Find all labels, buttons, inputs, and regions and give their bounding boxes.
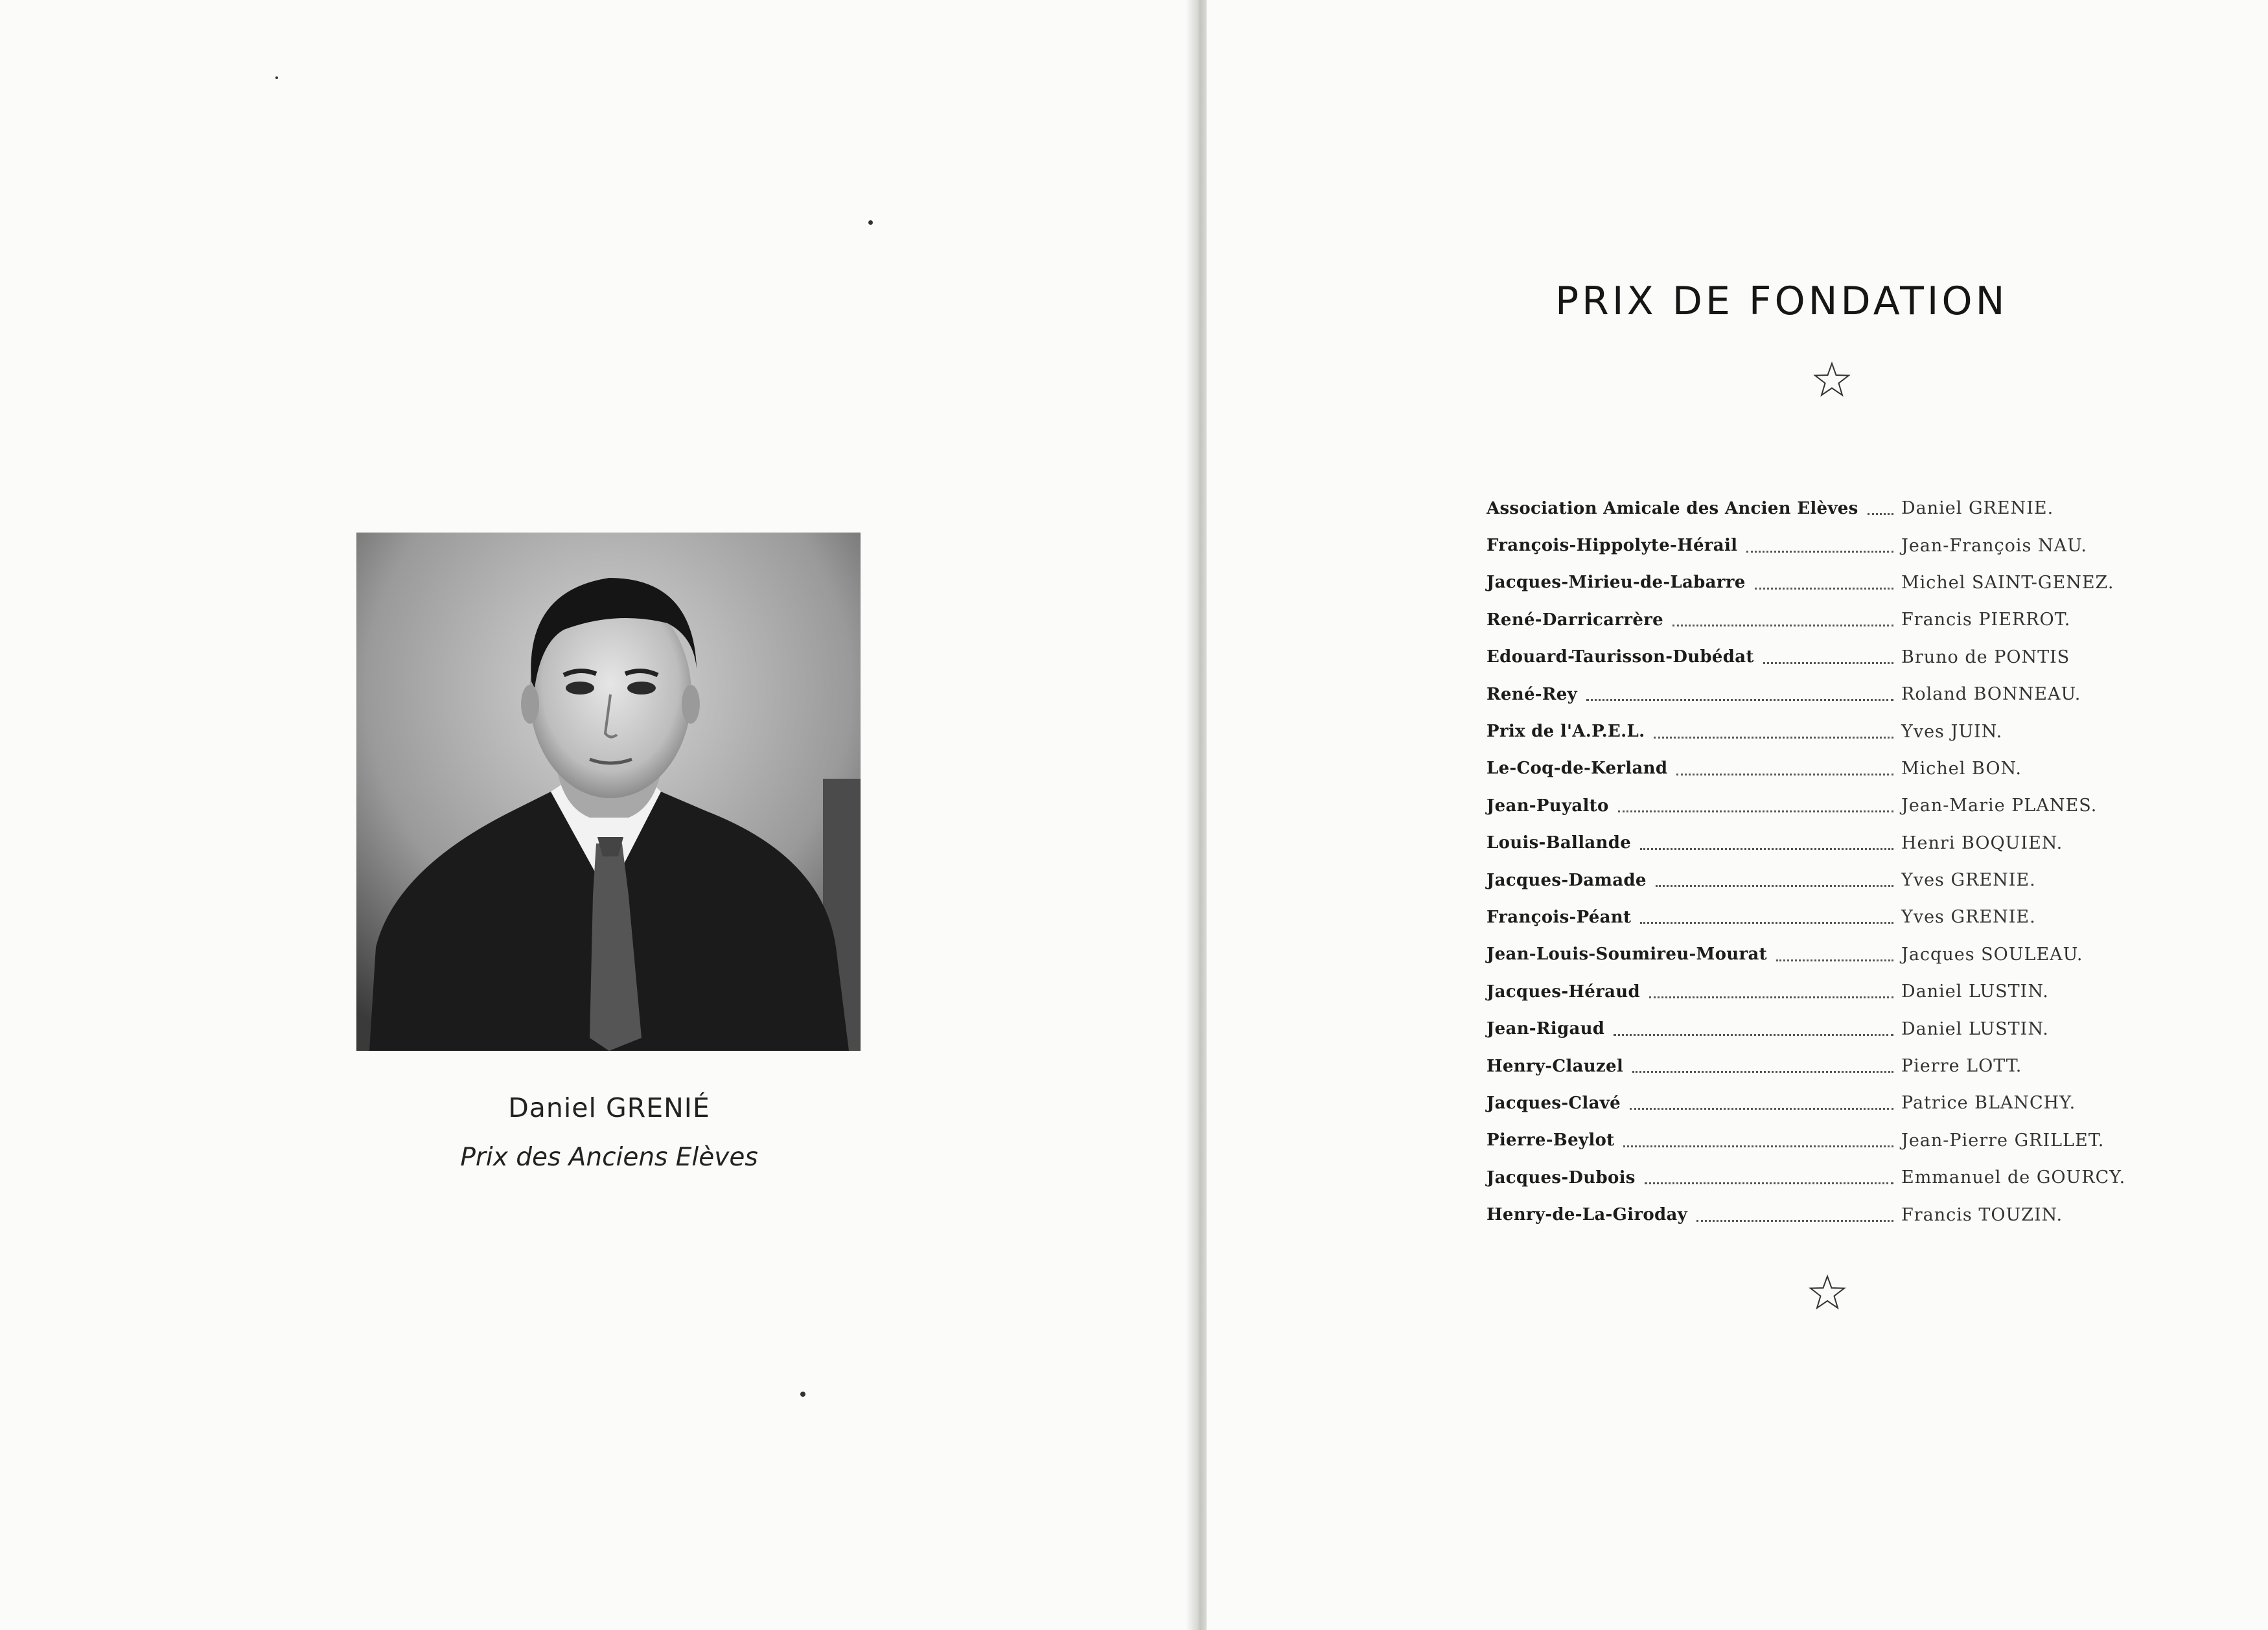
dot-leader (1640, 921, 1893, 924)
prize-name: Prix de l'A.P.E.L. (1487, 722, 1645, 742)
prize-name: Jean-Louis-Soumireu-Mourat (1487, 945, 1767, 965)
prize-winner: Roland BONNEAU. (1901, 684, 2081, 705)
prize-name: Jacques-Dubois (1487, 1167, 1636, 1188)
dot-leader (1654, 735, 1893, 739)
prize-winner: Patrice BLANCHY. (1901, 1093, 2076, 1114)
photo-caption-prize: Prix des Anciens Elèves (460, 1143, 758, 1172)
prize-name: Jean-Puyalto (1487, 796, 1609, 816)
prize-name: Jacques-Damade (1487, 870, 1647, 890)
prize-winner: Jean-Marie PLANES. (1901, 796, 2098, 816)
dot-leader (1649, 995, 1893, 998)
prize-winner: Francis TOUZIN. (1901, 1204, 2063, 1225)
prize-winner: Michel SAINT-GENEZ. (1901, 572, 2114, 593)
prize-winner: Jean-Pierre GRILLET. (1901, 1130, 2105, 1151)
dot-leader (1746, 549, 1893, 553)
prize-winner: Yves JUIN. (1901, 721, 2003, 742)
prize-name: Association Amicale des Ancien Elèves (1487, 498, 1858, 518)
list-item (1487, 825, 2173, 862)
prize-winner: Michel BON. (1901, 758, 2022, 779)
prize-winner: Yves GRENIE. (1901, 870, 2036, 891)
list-item (1487, 1122, 2173, 1159)
list-item (1487, 899, 2173, 936)
list-item (1487, 1159, 2173, 1196)
caption-surname: GRENIÉ (605, 1092, 710, 1123)
dot-leader (1672, 623, 1893, 626)
prize-name: Henry-de-La-Giroday (1487, 1205, 1687, 1225)
dot-leader (1640, 847, 1893, 850)
dot-leader (1586, 698, 1893, 701)
prize-name: Jacques-Héraud (1487, 981, 1640, 1002)
prize-name: François-Hippolyte-Hérail (1487, 536, 1738, 556)
prize-name: Jacques-Mirieu-de-Labarre (1487, 573, 1746, 593)
prize-name: Louis-Ballande (1487, 833, 1632, 853)
caption-first-name: Daniel (508, 1092, 597, 1123)
dot-leader (1676, 772, 1893, 775)
prize-winner: Daniel LUSTIN. (1901, 1018, 2049, 1039)
prize-winner: Pierre LOTT. (1901, 1056, 2022, 1077)
prize-winner: Daniel LUSTIN. (1901, 981, 2049, 1002)
list-item (1487, 527, 2173, 564)
prize-name: Pierre-Beylot (1487, 1131, 1615, 1151)
prize-name: Le-Coq-de-Kerland (1487, 759, 1668, 779)
list-item (1487, 1010, 2173, 1047)
prize-winner: Yves GRENIE. (1901, 907, 2036, 928)
list-item (1487, 713, 2173, 750)
dot-leader (1696, 1219, 1893, 1222)
list-item (1487, 1196, 2173, 1233)
dot-leader (1645, 1181, 1893, 1184)
dot-leader (1763, 661, 1893, 664)
prize-list (1487, 490, 2173, 1234)
photo-caption-name (415, 1092, 804, 1123)
prize-winner: Daniel GRENIE. (1901, 498, 2054, 519)
prize-winner: Francis PIERROT. (1901, 610, 2071, 630)
prize-winner: Jacques SOULEAU. (1901, 944, 2083, 965)
prize-name: François-Péant (1487, 907, 1632, 927)
list-item (1487, 787, 2173, 824)
list-item (1487, 1085, 2173, 1121)
dot-leader (1656, 884, 1893, 887)
dot-leader (1755, 586, 1893, 590)
dot-leader (1618, 809, 1893, 812)
list-item (1487, 750, 2173, 787)
prize-name: René-Darricarrère (1487, 610, 1664, 630)
star-ornament-icon (1808, 1274, 1847, 1313)
list-item (1487, 601, 2173, 638)
prize-name: Edouard-Taurisson-Dubédat (1487, 647, 1754, 667)
prize-winner: Henri BOQUIEN. (1901, 832, 2063, 853)
star-ornament-icon (1812, 361, 1851, 400)
list-item (1487, 1048, 2173, 1085)
prize-winner: Jean-François NAU. (1901, 535, 2087, 556)
list-item (1487, 639, 2173, 676)
list-item (1487, 490, 2173, 527)
print-speck (275, 76, 278, 79)
prize-name: Henry-Clauzel (1487, 1056, 1624, 1076)
list-item (1487, 862, 2173, 899)
list-item (1487, 676, 2173, 713)
dot-leader (1630, 1107, 1893, 1110)
list-item (1487, 936, 2173, 973)
dot-leader (1614, 1033, 1893, 1036)
dot-leader (1632, 1070, 1893, 1073)
list-item (1487, 564, 2173, 601)
prize-winner: Bruno de PONTIS (1901, 647, 2070, 667)
portrait-image (356, 533, 861, 1051)
list-item (1487, 973, 2173, 1010)
print-speck (800, 1392, 805, 1397)
dot-leader (1623, 1144, 1893, 1147)
print-speck (868, 220, 873, 225)
prize-name: René-Rey (1487, 684, 1578, 704)
prize-winner: Emmanuel de GOURCY. (1901, 1167, 2126, 1188)
portrait-photo (356, 533, 861, 1051)
prize-name: Jean-Rigaud (1487, 1019, 1605, 1039)
prize-name: Jacques-Clavé (1487, 1093, 1621, 1113)
page-title: PRIX DE FONDATION (1555, 279, 2008, 324)
dot-leader (1776, 958, 1893, 961)
dot-leader (1868, 512, 1893, 515)
